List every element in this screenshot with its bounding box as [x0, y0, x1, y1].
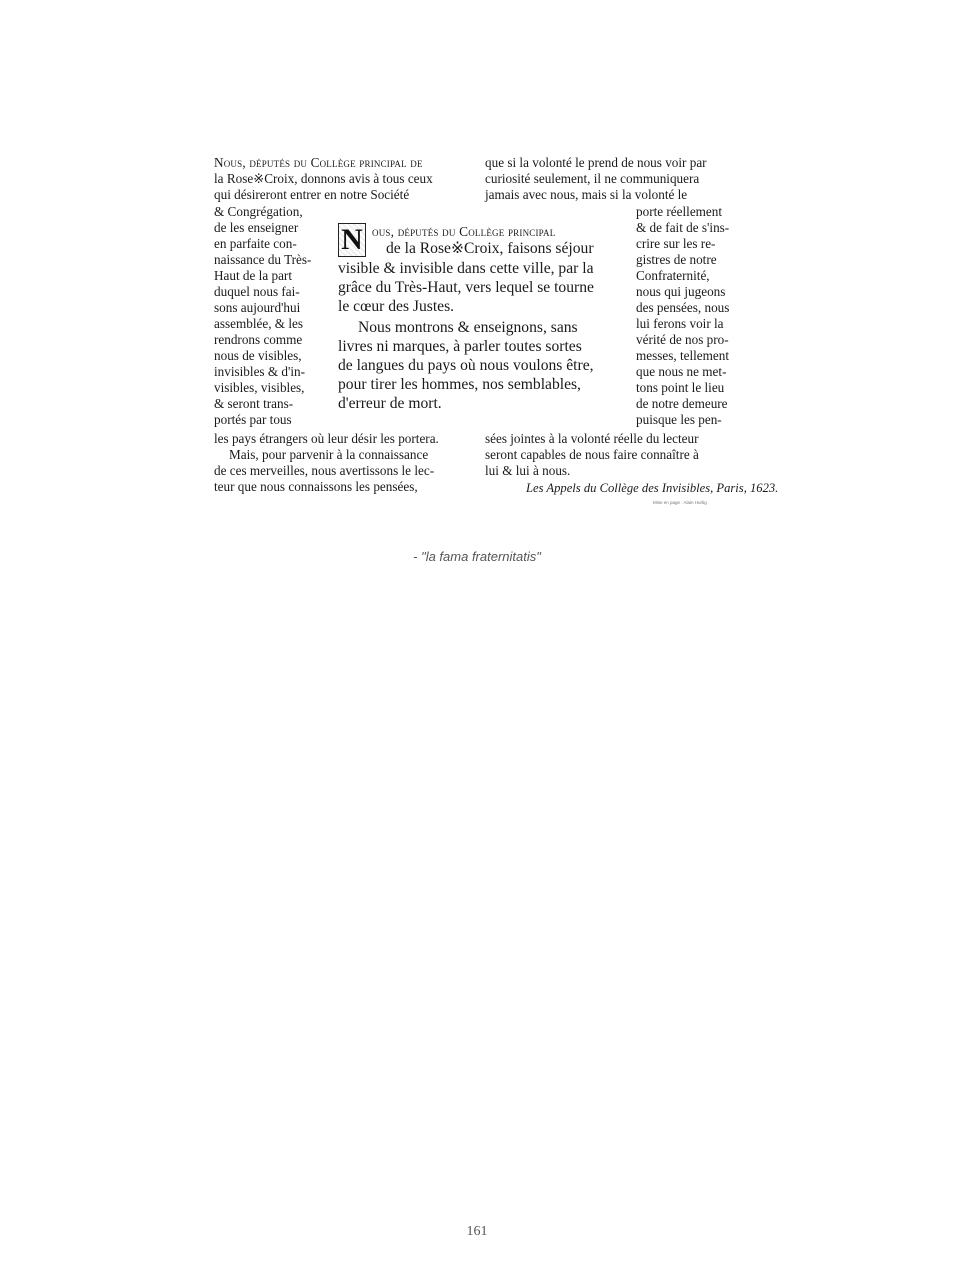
bottom-left-line: teur que nous connaissons les pensées,: [214, 479, 418, 494]
center-line: de la Rose※Croix, faisons séjour: [386, 240, 594, 257]
right-narrow-line: crire sur les re-: [636, 236, 716, 251]
left-narrow-line: en parfaite con-: [214, 236, 297, 251]
left-narrow-line: de les enseigner: [214, 220, 299, 235]
left-narrow-line: duquel nous fai-: [214, 284, 300, 299]
left-narrow-line: portés par tous: [214, 412, 292, 427]
right-narrow-line: porte réellement: [636, 204, 723, 219]
right-narrow-line: des pensées, nous: [636, 300, 730, 315]
center-line: grâce du Très-Haut, vers lequel se tourne: [338, 279, 594, 296]
bottom-right-line: lui & lui à nous.: [485, 463, 571, 478]
top-right-line: que si la volonté le prend de nous voir par: [485, 155, 707, 170]
bottom-left-line: de ces merveilles, nous avertissons le lec-: [214, 463, 435, 478]
caption: - "la fama fraternitatis": [413, 549, 541, 564]
top-left-line: Nous, députés du Collège principal de: [214, 155, 423, 170]
right-narrow-line: vérité de nos pro-: [636, 332, 729, 347]
left-narrow-line: naissance du Très-: [214, 252, 312, 267]
right-narrow-line: tons point le lieu: [636, 380, 725, 395]
center-line: livres ni marques, à parler toutes sortes: [338, 338, 582, 355]
center-line: d'erreur de mort.: [338, 395, 442, 412]
bottom-right-line: sées jointes à la volonté réelle du lecteur: [485, 431, 699, 446]
left-narrow-line: visibles, visibles,: [214, 380, 305, 395]
center-line: le cœur des Justes.: [338, 298, 455, 315]
center-line: visible & invisible dans cette ville, par la: [338, 260, 594, 277]
page-number: 161: [466, 1224, 488, 1239]
top-right-line: curiosité seulement, il ne communiquera: [485, 171, 700, 186]
right-narrow-line: & de fait de s'ins-: [636, 220, 730, 235]
right-narrow-line: gistres de notre: [636, 252, 717, 267]
top-right-line: jamais avec nous, mais si la volonté le: [485, 187, 688, 202]
right-narrow-line: messes, tellement: [636, 348, 730, 363]
left-narrow-line: & Congrégation,: [214, 204, 303, 219]
right-narrow-line: que nous ne met-: [636, 364, 727, 379]
source-credit: Les Appels du Collège des Invisibles, Paris, 1623.: [526, 481, 779, 495]
bottom-right-line: seront capables de nous faire connaître à: [485, 447, 699, 462]
top-left-line: la Rose※Croix, donnons avis à tous ceux: [214, 171, 433, 186]
center-line: Nous montrons & enseignons, sans: [358, 319, 578, 336]
left-narrow-line: invisibles & d'in-: [214, 364, 306, 379]
bottom-left-line: Mais, pour parvenir à la connaissance: [229, 447, 429, 462]
center-line: pour tirer les hommes, nos semblables,: [338, 376, 581, 393]
top-left-line: qui désireront entrer en notre Société: [214, 187, 410, 202]
layout-credit: Mise en page : Alain Hurtig: [653, 500, 707, 505]
bottom-left-line: les pays étrangers où leur désir les portera.: [214, 431, 439, 446]
right-narrow-line: nous qui jugeons: [636, 284, 726, 299]
right-narrow-line: de notre demeure: [636, 396, 728, 411]
center-line: de langues du pays où nous voulons être,: [338, 357, 594, 374]
center-line: ous, députés du Collège principal: [372, 224, 556, 239]
left-narrow-line: assemblée, & les: [214, 316, 303, 331]
right-narrow-line: lui ferons voir la: [636, 316, 724, 331]
right-narrow-line: puisque les pen-: [636, 412, 722, 427]
decorated-dropcap: N: [338, 223, 366, 257]
left-narrow-line: nous de visibles,: [214, 348, 302, 363]
left-narrow-line: sons aujourd'hui: [214, 300, 301, 315]
manifesto-text-block: [214, 155, 779, 510]
right-narrow-line: Confraternité,: [636, 268, 710, 283]
center-inset-paragraph: [338, 221, 622, 417]
left-narrow-line: & seront trans-: [214, 396, 294, 411]
left-narrow-line: rendrons comme: [214, 332, 303, 347]
left-narrow-line: Haut de la part: [214, 268, 292, 283]
